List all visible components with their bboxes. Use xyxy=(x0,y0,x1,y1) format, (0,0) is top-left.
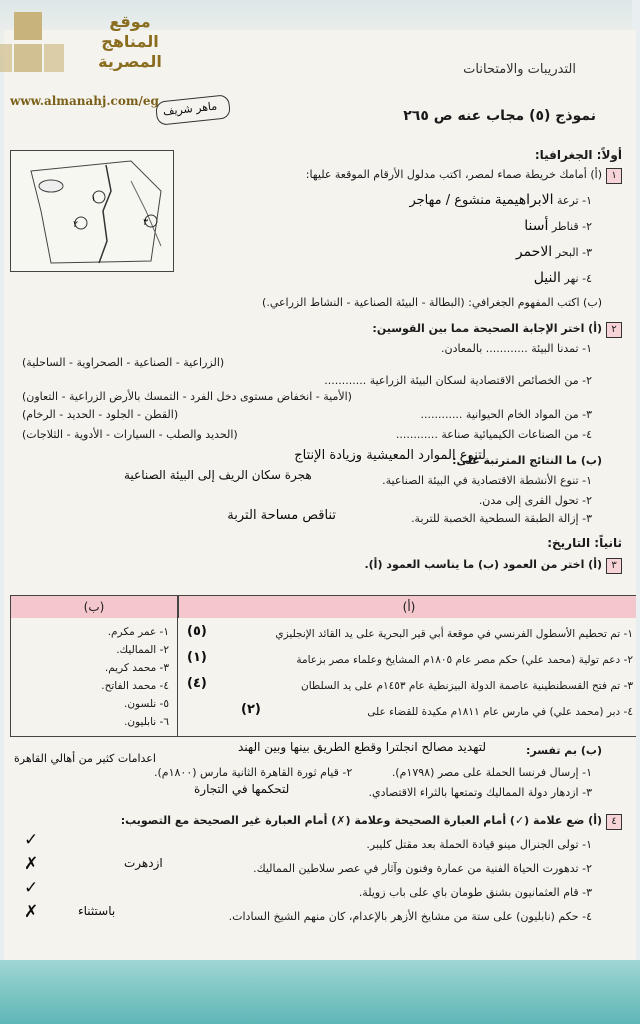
geo-q2-item-1: ١- تمدنا البيئة ............ بالمعادن. xyxy=(441,342,592,355)
col-b-row-3: ٣- محمد كريم. xyxy=(104,662,169,674)
col-a-answer-3: (٤) xyxy=(187,676,207,691)
geo-answer-2: هجرة سكان الريف إلى البيئة الصناعية xyxy=(124,468,312,482)
geo-q1-item-1: ١- ترعة الابراهيمية منشوع / مهاجر xyxy=(409,192,592,208)
history-q4-correction-2: ازدهرت xyxy=(124,856,163,870)
geo-q2-options-1: (الزراعية - الصناعية - الصحراوية - الساحلية) xyxy=(22,356,225,369)
history-q3-b-heading: (ب) بم تفسر: xyxy=(525,744,602,757)
history-q3-b-3: ٣- ازدهار دولة المماليك وتمتعها بالثراء الاقتصادي. xyxy=(368,786,592,799)
col-b-row-5: ٥- نلسون. xyxy=(123,698,169,710)
model-heading: نموذج (٥) مجاب عنه ص ٢٦٥ xyxy=(403,108,596,124)
history-q4-prompt: ٤(أ) ضع علامة (✓) أمام العبارة الصحيحة وعلامة (✗) أمام العبارة غير الصحيحة مع التصويب: xyxy=(121,814,622,830)
geo-q1-b: (ب) اكتب المفهوم الجغرافي: (البطالة - البيئة الصناعية - النشاط الزراعي.) xyxy=(262,296,602,309)
history-q4-item-4: ٤- حكم (نابليون) على ستة من مشايخ الأزهر بالإعدام، كان منهم الشيخ السادات. xyxy=(228,910,592,923)
col-a-answer-1: (٥) xyxy=(187,624,207,639)
geo-q1-prompt: ١(أ) أمامك خريطة صماء لمصر، اكتب مدلول الأرقام الموقعة عليها: xyxy=(306,168,622,184)
geo-q2-options-3: (القطن - الجلود - الحديد - الرخام) xyxy=(22,408,179,421)
geo-q2-item-4: ٤- من الصناعات الكيميائية صناعة ............ xyxy=(395,428,592,441)
history-heading: ثانياً: التاريخ: xyxy=(547,536,622,550)
mark-4: ✗ xyxy=(24,902,39,922)
history-q4-item-1: ١- تولى الجنرال مينو قيادة الحملة بعد مقتل كليبر. xyxy=(366,838,592,851)
history-q4-correction-4: باستثناء xyxy=(78,904,116,918)
history-q4-item-3: ٣- قام العثمانيون بشنق طومان باي على باب زويلة. xyxy=(358,886,592,899)
col-a-row-1: ١- تم تحطيم الأسطول الفرنسي في موقعة أبي قير البحرية على يد القائد الإنجليزي xyxy=(275,628,633,640)
column-b-header: (ب) xyxy=(11,596,177,618)
col-a-answer-4: (٢) xyxy=(241,702,261,717)
history-q3-prompt: ٣(أ) اختر من العمود (ب) ما يناسب العمود (أ). xyxy=(364,558,622,574)
history-b-answer-3: لتحكمها في التجارة xyxy=(194,782,290,796)
egypt-map-drawing xyxy=(11,151,173,271)
column-divider xyxy=(177,596,178,736)
geo-answer-3: تناقص مساحة التربة xyxy=(227,508,336,523)
mark-1: ✓ xyxy=(24,830,39,850)
egypt-map xyxy=(10,150,174,272)
geo-q1-item-4: ٤- نهر النيل xyxy=(533,270,592,286)
geo-q2-b-2: ٢- تحول القرى إلى مدن. xyxy=(478,494,592,507)
map-label-3: ٣ xyxy=(143,218,148,228)
geo-q2-b-3: ٣- إزالة الطبقة السطحية الخصبة للتربة. xyxy=(411,512,592,525)
mark-2: ✗ xyxy=(24,854,39,874)
history-q4-item-2: ٢- تدهورت الحياة الفنية من عمارة وفنون وآثار في عصر سلاطين المماليك. xyxy=(253,862,592,875)
col-b-row-1: ١- عمر مكرم. xyxy=(107,626,169,638)
history-b-answer-2: اعدامات كثير من أهالي القاهرة xyxy=(14,752,156,765)
geo-q1-item-2: ٢- قناطر أسنا xyxy=(524,218,592,234)
handwritten-name: ماهر شريف xyxy=(155,94,231,126)
geo-q2-b-1: ١- تنوع الأنشطة الاقتصادية في البيئة الصناعية. xyxy=(382,474,592,487)
history-q3-b-1: ١- إرسال فرنسا الحملة على مصر (١٧٩٨م). xyxy=(391,766,592,779)
matching-table xyxy=(10,595,636,737)
geo-q2-item-2: ٢- من الخصائص الاقتصادية لسكان البيئة الزراعية ............ xyxy=(324,374,592,387)
col-a-answer-2: (١) xyxy=(187,650,207,665)
geo-q2-options-2: (الأمية - انخفاض مستوى دخل الفرد - التمسك بالأرض الزراعية - التعاون) xyxy=(22,390,352,403)
mark-3: ✓ xyxy=(24,878,39,898)
geo-heading: أولاً: الجغرافيا: xyxy=(534,148,622,162)
geo-q2-prompt: ٢(أ) اختر الإجابة الصحيحة مما بين القوسين: xyxy=(372,322,622,338)
geo-q2-item-3: ٣- من المواد الخام الحيوانية ............ xyxy=(420,408,592,421)
geo-answer-1: لتنوع الموارد المعيشية وزيادة الإنتاج xyxy=(294,448,486,463)
site-logo xyxy=(0,0,70,108)
bottom-background xyxy=(0,960,640,1024)
section-title: التدريبات والامتحانات xyxy=(463,62,576,77)
geo-q1-item-3: ٣- البحر الاحمر xyxy=(515,244,592,260)
col-b-row-4: ٤- محمد الفاتح. xyxy=(101,680,169,692)
site-url[interactable]: www.almanahj.com/eg xyxy=(10,94,159,108)
geo-q2-b-heading: (ب) ما النتائج المترتبة على: xyxy=(452,454,602,467)
col-b-row-6: ٦- نابليون. xyxy=(124,716,169,728)
col-a-row-2: ٢- دعم تولية (محمد علي) حكم مصر عام ١٨٠٥م المشايخ وعلماء مصر بزعامة xyxy=(296,654,633,666)
col-b-row-2: ٢- المماليك. xyxy=(116,644,169,656)
map-label-2: ٢ xyxy=(73,220,78,230)
history-b-answer-1: لتهديد مصالح انجلترا وقطع الطريق بينها وبين الهند xyxy=(238,740,486,754)
geo-q2-options-4: (الحديد والصلب - السيارات - الأدوية - الثلاجات) xyxy=(22,428,238,441)
history-q3-b-2: ٢- قيام ثورة القاهرة الثانية مارس (١٨٠٠م). xyxy=(154,766,353,779)
col-a-row-4: ٤- دبر (محمد علي) في مارس عام ١٨١١م مكيدة للقضاء على xyxy=(367,706,633,718)
col-a-row-3: ٣- تم فتح القسطنطينية عاصمة الدولة البيزنطية عام ١٤٥٣م على يد السلطان xyxy=(301,680,633,692)
exam-paper xyxy=(4,30,636,975)
column-a-header: (أ) xyxy=(178,596,636,618)
map-label-1: ١ xyxy=(91,194,96,204)
site-name: موقع المناهج المصرية xyxy=(98,12,162,71)
